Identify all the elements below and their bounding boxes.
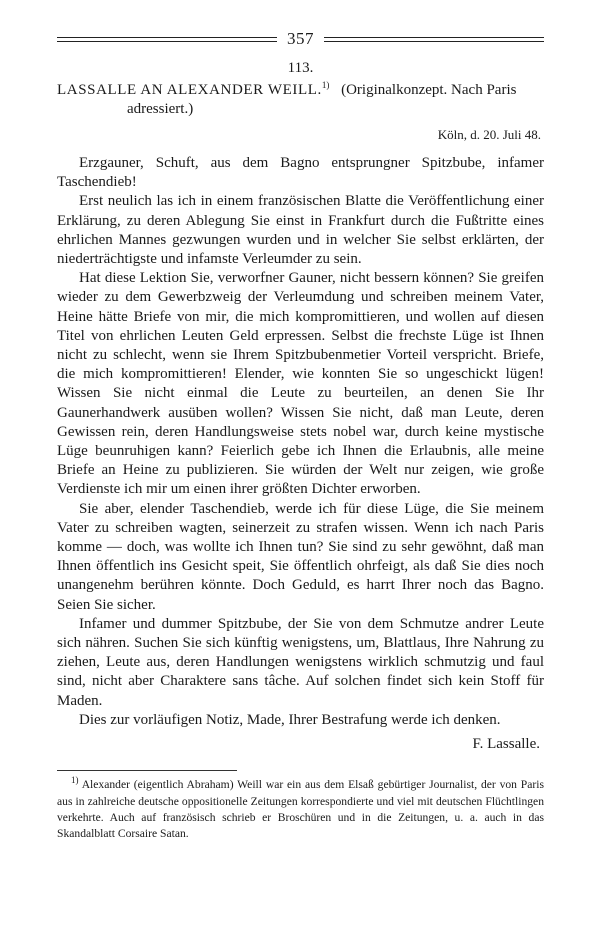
- source-note: (Originalkonzept. Nach Paris adressiert.): [127, 82, 517, 117]
- letter-title: LASSALLE AN ALEXANDER WEILL.: [57, 82, 322, 98]
- page-number: 357: [287, 29, 314, 48]
- paragraph: Infamer und dummer Spitzbube, der Sie von dem Schmutze andrer Leute sich nähren. Suchen Sie sich künftig wenigstens, um, Blattlaus, Ihre Nahrung zu ziehen, Leute aus, deren Handlungen wenigstens wirklich schmutzig und faul sind, nicht aber Charaktere sans tâche. Auf solchen findet sich kein Stoff für Maden.: [57, 615, 544, 709]
- letter-body: [57, 154, 544, 730]
- book-page: [57, 28, 544, 843]
- footnote-text: Alexander (eigentlich Abraham) Weill war ein aus dem Elsaß gebürtiger Journalist, der von Paris aus in zahlreiche deutsche oppositionelle Zeitungen korrespondierte und viel mit deutschen Flüchtlingen verkehrte. Auch auf französisch schrieb er Broschüren und in die Zeitungen, u. a. auch in das Skandalblatt Corsaire Satan.: [57, 778, 544, 841]
- footnote-marker: 1): [71, 775, 79, 786]
- running-header: [57, 28, 544, 50]
- paragraph: Erzgauner, Schuft, aus dem Bagno entsprungner Spitzbube, infamer Taschendieb!: [57, 155, 544, 191]
- header-rule-right: [324, 37, 544, 42]
- footnote-divider: [57, 770, 237, 771]
- footnotes: [57, 777, 544, 843]
- paragraph: Sie aber, elender Taschendieb, werde ich für diese Lüge, die Sie meinem Vater zu schreiben wagten, seinerzeit zu strafen wissen. Wenn ich nach Paris komme — doch, was wollte ich Ihnen tun? Sie sind zu sehr gewöhnt, daß man Ihnen öffentlich ins Gesicht speit, Sie öffentlich ohrfeigt, als daß Sie dies noch unangenehm berühren könnte. Doch Geduld, es harrt Ihrer noch das Bagno. Seien Sie sicher.: [57, 500, 544, 613]
- signature: F. Lassalle.: [472, 736, 540, 753]
- paragraph: Erst neulich las ich in einem französischen Blatte die Veröffentlichung einer Erklärung, zu deren Ablegung Sie einst in Frankfurt durch die Fußtritte eines ehrlichen Mannes gezwungen wurden und in welcher Sie selbst erklärten, der niederträchtigste und infamste Verleumder zu sein.: [57, 193, 544, 268]
- header-rule-left: [57, 37, 277, 42]
- footnote: [57, 777, 544, 843]
- paragraph: Dies zur vorläufigen Notiz, Made, Ihrer Bestrafung werde ich denken.: [79, 711, 501, 728]
- paragraph: Hat diese Lektion Sie, verworfner Gauner, nicht bessern können? Sie greifen wieder zu dem Gewerbzweig der Verleumdung und schreiben meinem Vater, Heine hätte Briefe von mir, die mich kompromittieren, und wollen auf diesen Titel von ehrlichen Leuten Geld erpressen. Selbst die frechste Lüge ist Ihnen nicht zu schlecht, wenn sie Ihrem Spitzbubenmetier Vorteil verspricht. Briefe, die mich kompromittieren! Elender, wie konnten Sie so ungeschickt lügen! Wissen Sie nicht einmal die Leute zu beurteilen, an denen Sie Ihr Gaunerhandwerk ausüben wollen? Wissen Sie nicht, daß man Leute, deren Gewissen rein, deren Handlungsweise stets nobel war, durch keine mystische Lüge beunruhigen kann? Feierlich gebe ich Ihnen die Erlaubnis, alle meine Briefe an Heine zu publizieren. Sie würden der Welt nur zeigen, wie große Verdienste ich mir um einen ihrer größten Dichter erworben.: [57, 270, 544, 498]
- letter-number: 113.: [287, 60, 314, 76]
- dateline: Köln, d. 20. Juli 48.: [437, 127, 541, 142]
- footnote-reference: 1): [321, 80, 330, 90]
- letter-heading: [57, 81, 544, 119]
